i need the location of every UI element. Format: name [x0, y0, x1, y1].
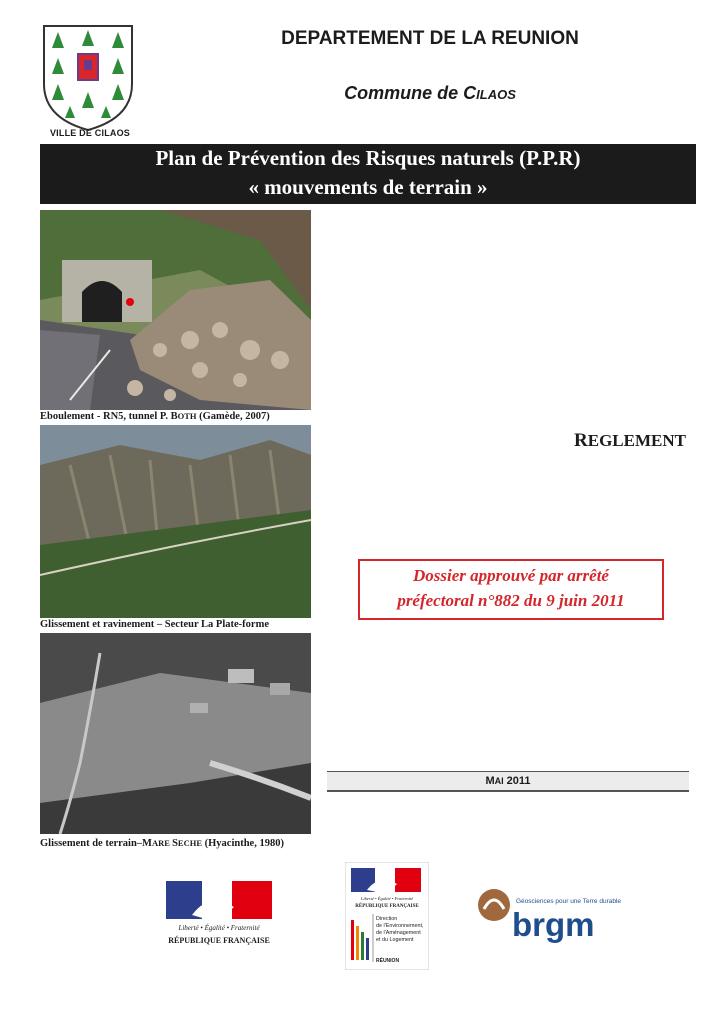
dreal-text-4: et du Logement — [376, 937, 414, 943]
crest-caption: VILLE DE CILAOS — [49, 128, 130, 138]
title-line-1: Plan de Prévention des Risques naturels (P.P.R) — [155, 146, 581, 170]
dreal-logo — [345, 862, 429, 970]
dreal-text-2: de l'Environnement, — [376, 923, 424, 929]
photo-caption-3: Glissement de terrain–MARE SECHE (Hyacinthe, 1980) — [40, 838, 284, 849]
photo-ravinement — [40, 425, 311, 618]
approval-line-2: préfectoral n°882 du 9 juin 2011 — [397, 591, 625, 610]
republique-francaise-logo — [162, 877, 276, 953]
brgm-logo — [476, 883, 626, 943]
document-type: REGLEMENT — [574, 430, 686, 451]
photo-caption-2: Glissement et ravinement – Secteur La Plate-forme — [40, 619, 269, 630]
dreal-rf: RÉPUBLIQUE FRANÇAISE — [355, 904, 419, 909]
department-heading: DEPARTEMENT DE LA REUNION — [281, 28, 579, 49]
photo-caption-1: Eboulement - RN5, tunnel P. BOTH (Gamède, 2007) — [40, 411, 270, 422]
rf-motto: Liberté • Égalité • Fraternité — [178, 924, 260, 932]
dreal-motto: Liberté • Égalité • Fraternité — [360, 896, 414, 901]
dreal-text-3: de l'Aménagement — [376, 930, 421, 936]
photo-rockfall-tunnel — [40, 210, 311, 410]
document-title — [40, 144, 696, 204]
brgm-tagline: Géosciences pour une Terre durable — [516, 898, 622, 905]
publication-date: MAI 2011 — [327, 771, 689, 792]
rf-name: RÉPUBLIQUE FRANÇAISE — [168, 936, 270, 945]
dreal-region: RÉUNION — [376, 958, 400, 964]
approval-line-1: Dossier approuvé par arrêté — [413, 566, 609, 585]
title-line-2: « mouvements de terrain » — [248, 175, 488, 199]
commune-heading: Commune de CILAOS — [344, 83, 516, 103]
cilaos-crest — [40, 22, 136, 144]
dreal-text-1: Direction — [376, 916, 398, 922]
approval-box — [358, 559, 664, 620]
brgm-name: brgm — [512, 906, 595, 943]
photo-mare-seche — [40, 633, 311, 834]
